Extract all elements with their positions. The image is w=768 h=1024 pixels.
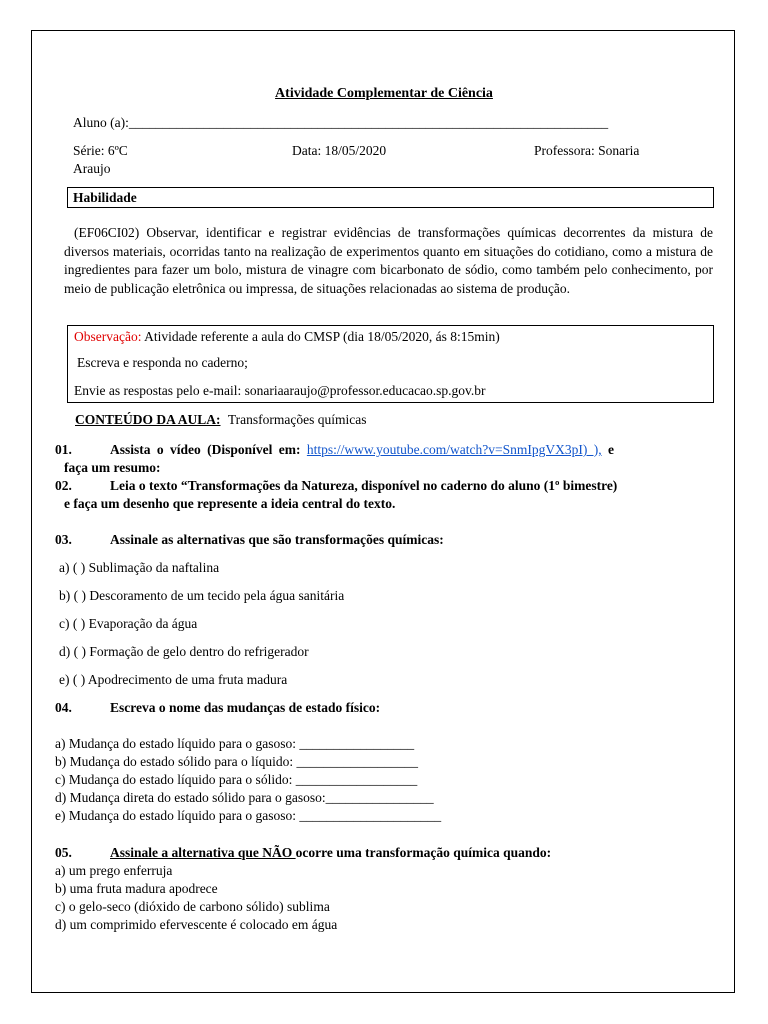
- habilidade-label: Habilidade: [73, 190, 137, 205]
- q05-text-rest: ocorre uma transformação química quando:: [295, 845, 552, 860]
- q01-text-before: Assista o vídeo (Disponível em:: [110, 442, 301, 457]
- observacao-box: [67, 325, 714, 403]
- q05-option-c: c) o gelo-seco (dióxido de carbono sólido) sublima: [55, 899, 330, 914]
- q03-option-d: d) ( ) Formação de gelo dentro do refrigerador: [59, 644, 309, 659]
- q05-option-b: b) uma fruta madura apodrece: [55, 881, 218, 896]
- conteudo-label: CONTEÚDO DA AULA:: [75, 412, 221, 427]
- q01-number: 01.: [55, 442, 72, 457]
- video-link[interactable]: https://www.youtube.com/watch?v=SnmIpgVX3pI) ),: [306, 442, 602, 457]
- observacao-text-1: Atividade referente a aula do CMSP (dia 18/05/2020, ás 8:15min): [144, 329, 500, 344]
- q04-text: Escreva o nome das mudanças de estado físico:: [110, 700, 381, 715]
- observacao-label: Observação:: [74, 329, 142, 344]
- q05-option-d: d) um comprimido efervescente é colocado em água: [55, 917, 338, 932]
- student-name-line: Aluno (a):_______________________________________________________________________: [73, 115, 609, 130]
- conteudo-line: [75, 411, 367, 429]
- observacao-text-2: Escreva e responda no caderno;: [77, 355, 248, 370]
- q03-option-e: e) ( ) Apodrecimento de uma fruta madura: [59, 672, 288, 687]
- q05-text: [110, 844, 551, 862]
- q04-item-b: b) Mudança do estado sólido para o líquido: __________________: [55, 754, 418, 769]
- q05-number: 05.: [55, 845, 72, 860]
- q03-option-c: c) ( ) Evaporação da água: [59, 616, 198, 631]
- teacher-surname: Araujo: [73, 161, 111, 176]
- q03-option-a: a) ( ) Sublimação da naftalina: [59, 560, 220, 575]
- q03-text: Assinale as alternativas que são transformações químicas:: [110, 532, 444, 547]
- q01-line-2: faça um resumo:: [64, 460, 161, 475]
- date-label: Data: 18/05/2020: [292, 143, 387, 158]
- serie-label: Série: 6ºC: [73, 143, 128, 158]
- q01-text-after: e: [607, 442, 614, 457]
- conteudo-value: Transformações químicas: [227, 412, 367, 427]
- q05-option-a: a) um prego enferruja: [55, 863, 173, 878]
- q04-item-e: e) Mudança do estado líquido para o gasoso: _____________________: [55, 808, 442, 823]
- q04-item-d: d) Mudança direta do estado sólido para o gasoso:________________: [55, 790, 434, 805]
- q03-option-b: b) ( ) Descoramento de um tecido pela água sanitária: [59, 588, 345, 603]
- q04-number: 04.: [55, 700, 72, 715]
- q02-line-2: e faça um desenho que represente a ideia central do texto.: [64, 496, 396, 511]
- q02-number: 02.: [55, 478, 72, 493]
- q03-number: 03.: [55, 532, 72, 547]
- observacao-email: Envie as respostas pelo e-mail: sonariaaraujo@professor.educacao.sp.gov.br: [74, 383, 486, 398]
- q05-text-underlined: Assinale a alternativa que NÃO: [110, 845, 296, 860]
- observacao-line-1: [74, 328, 500, 346]
- q02-line-1: Leia o texto “Transformações da Natureza, disponível no caderno do aluno (1º bimestre): [110, 478, 618, 493]
- habilidade-box: [67, 187, 714, 208]
- q04-item-c: c) Mudança do estado líquido para o sólido: __________________: [55, 772, 418, 787]
- q04-item-a: a) Mudança do estado líquido para o gasoso: _________________: [55, 736, 415, 751]
- page-title: Atividade Complementar de Ciência: [275, 86, 493, 101]
- teacher-label: Professora: Sonaria: [534, 143, 640, 158]
- habilidade-text: (EF06CI02) Observar, identificar e registrar evidências de transformações químicas decorrentes da mistura de diversos materiais, ocorridas tanto na realização de experimentos quanto em situações do cotidiano, como a mistura de ingredientes para fazer um bolo, mistura de vinagre com bicarbonato de sódio, como também pelo conhecimento, por meio de publicação eletrônica ou impressa, de situações relacionadas ao sistema de produção.: [64, 225, 713, 296]
- q01-text: [110, 441, 614, 459]
